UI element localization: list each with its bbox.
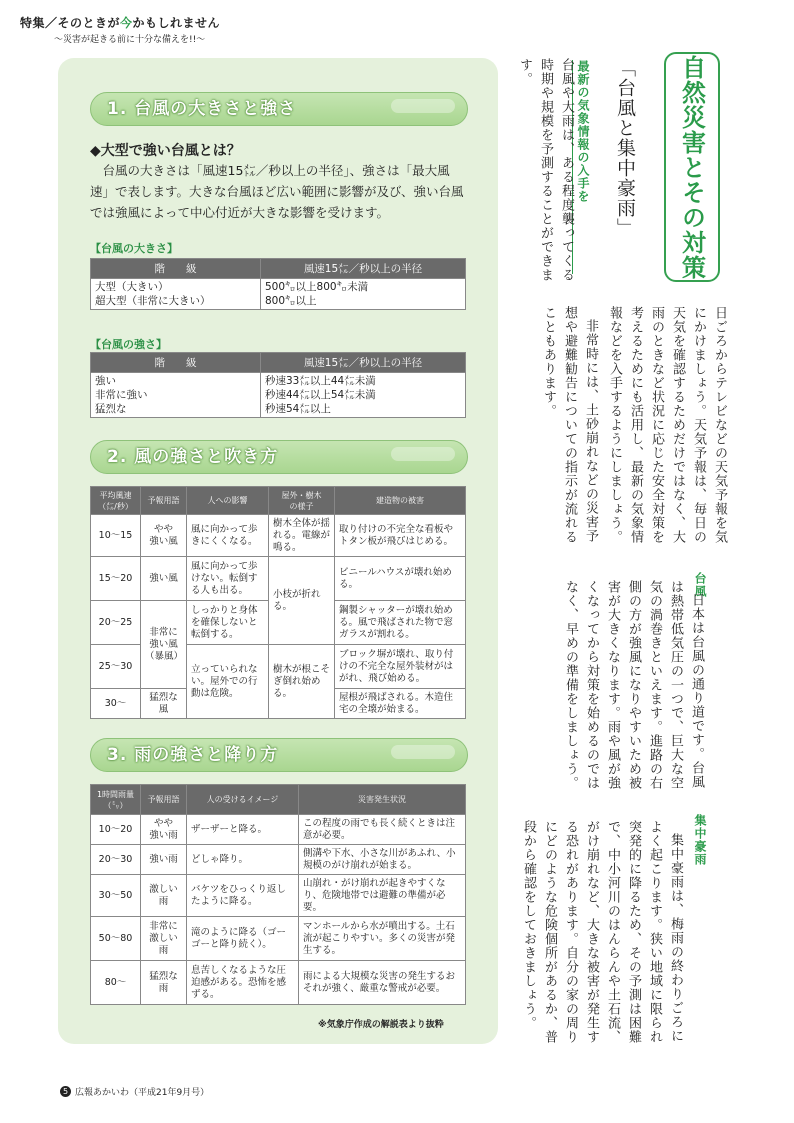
- strength-table: 階 級 風速15㍍／秒以上の半径 強い 非常に強い 猛烈な 秒速33㍍以上44㍍未満 秒速44㍍以上54㍍未満 秒速54㍍以上: [90, 352, 466, 418]
- feature-subtitle: ～災害が起きる前に十分な備えを!!～: [54, 35, 206, 45]
- publication-name: 広報あかいわ（平成21年9月号）: [75, 1088, 210, 1098]
- typhoon-paragraph: 日本は台風の通り道です。台風は熱帯低気圧の一つで、巨大な空気の渦巻きといえます。進路の右側の方が強風になりやすいため被害が大きくなります。雨や風が強くなってから対策を始めるのではなく、早めの準備をしましょう。: [563, 580, 704, 790]
- intro-column: 台風や大雨は、ある程度襲ってくる時期や規模を予測することができます。: [517, 58, 574, 282]
- source-note: ※気象庁作成の解説表より抜粋: [318, 1020, 444, 1030]
- page-number: 5: [60, 1086, 71, 1097]
- wind-table: 平均風速 （㍍/秒） 予報用語 人への影響 屋外・樹木 の様子 建造物の被害 10～15 やや 強い風 風に向かって歩きにくくなる。 樹木全体が揺れる。電線が鳴る。 取り付けの不完全な看板やトタン板が飛びはじめる。 15～20 強い風 風に向かって歩けない。転倒する人も出る。 小枝が折れる。 ビニールハウスが壊れ始める。 20～25 非常に 強い風 （暴風） しっかりと身体を確保しないと転倒する。 鋼製シャッターが壊れ始める。風で飛ばされた物で窓ガラスが割れる。 25～30 立っていられない。屋外での行動は危険。 樹木が根こそぎ倒れ始める。 ブロック塀が壊れ、取り付けの不完全な屋外装材がはがれ、飛び始める。 30～ 猛烈な 風 屋根が飛ばされる。木造住宅の全壊が始まる。: [90, 486, 466, 719]
- rain-table: 1時間雨量 （㍉） 予報用語 人の受けるイメージ 災害発生状況 10～20 やや 強い雨 ザーザーと降る。 この程度の雨でも長く続くときは注意が必要。 20～30 強い雨 どしゃ降り。 側溝や下水、小さな川があふれ、小規模のがけ崩れが始まる。 30～50 激しい 雨 バケツをひっくり返したように降る。 山崩れ・がけ崩れが起きやすくなり、危険地帯では避難の準備が必要。 50～80 非常に 激しい 雨 滝のように降る（ゴーゴーと降り続く）。 マンホールから水が噴出する。土石流が起こりやすい。多くの災害が発生する。 80～ 猛烈な 雨 息苦しくなるような圧迫感がある。恐怖を感ずる。 雨による大規模な災害の発生するおそれが強く、厳重な警戒が必要。: [90, 784, 466, 1005]
- weather-paragraph-a: 日ごろからテレビなどの天気予報を気にかけましょう。天気予報は、毎日の天気を確認するためだけではなく、大雨のときなど状況に応じた安全対策を考えるためにも活用し、最新の気象情報などを入手するようにしましょう。: [607, 306, 727, 544]
- strength-label: 【台風の強さ】: [90, 338, 167, 351]
- weather-info-heading: 最新の気象情報の入手を: [572, 60, 592, 274]
- heavy-rain-paragraph: 集中豪雨は、梅雨の終わりごろによく起こります。狭い地域に限られ突発的に降るため、その予測は困難で、中小河川のはんらんや土石流、がけ崩れなど、大きな被害が発生する恐れがあります。自分の家の周りにどのような危険個所があるか、普段から確認をしておきましょう。: [521, 820, 683, 1044]
- subheading: ◆大型で強い台風とは？: [90, 143, 241, 159]
- page-footer: [60, 1085, 209, 1098]
- feature-title: 特集／そのときが今かもしれません: [20, 16, 221, 30]
- weather-paragraph-b: 非常時には、土砂崩れなどの災害予想や避難勧告についての指示が流れることもあります。: [541, 306, 598, 544]
- intro-paragraph: 台風の大きさは「風速15㍍／秒以上の半径」、強さは「最大風速」で表します。大きな台風ほど広い範囲に影響が及び、強い台風では強風によって中心付近が大きな影響を受けます。: [90, 163, 464, 220]
- main-title: 自然災害とその対策: [664, 52, 720, 282]
- size-table: 階 級 風速15㍍／秒以上の半径 大型（大きい） 超大型（非常に大きい） 500㌔以上800㌔未満 800㌔以上: [90, 258, 466, 310]
- section-heading-3: 3. 雨の強さと降り方: [90, 738, 468, 772]
- heavy-rain-heading: 集中豪雨: [693, 814, 707, 866]
- section-heading-2: 2. 風の強さと吹き方: [90, 440, 468, 474]
- sub-title: 「台風と集中豪雨」: [614, 58, 636, 238]
- section-heading-1: 1. 台風の大きさと強さ: [90, 92, 468, 126]
- page-header: [20, 14, 220, 45]
- typhoon-heading: 台風: [693, 572, 707, 598]
- size-label: 【台風の大きさ】: [90, 242, 178, 255]
